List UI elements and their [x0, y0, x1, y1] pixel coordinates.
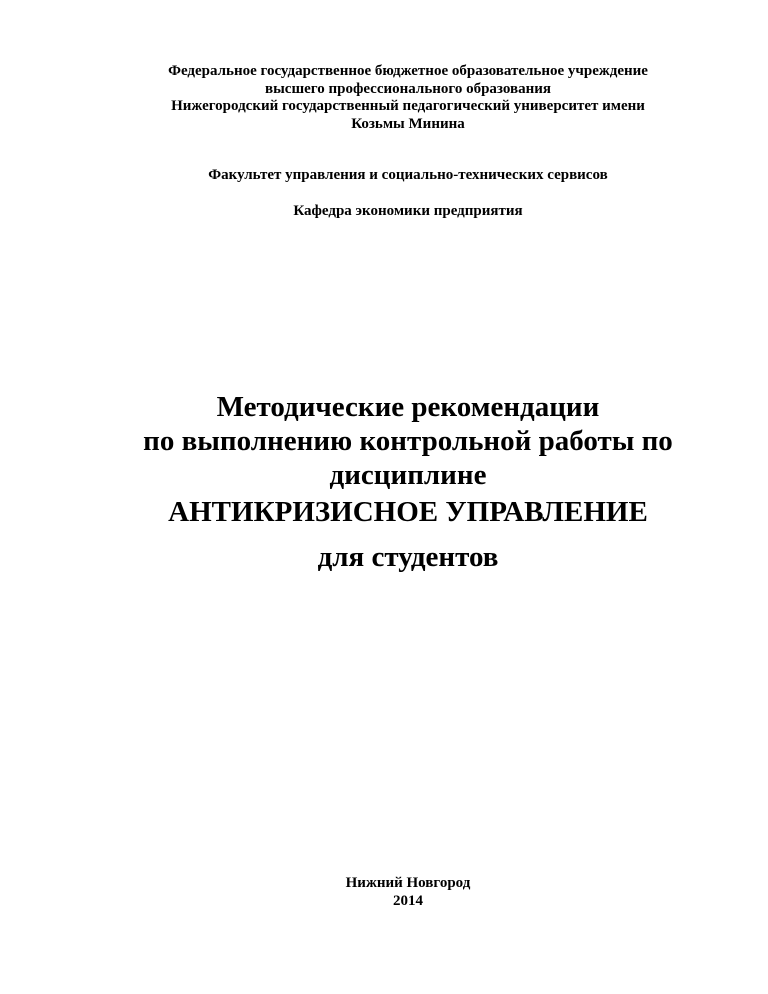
institution-header [0, 63, 768, 133]
document-title [0, 390, 768, 492]
institution-line-2: высшего профессионального образования [264, 80, 551, 97]
city: Нижний Новгород [345, 875, 471, 891]
discipline-name: АНТИКРИЗИСНОЕ УПРАВЛЕНИЕ [168, 496, 648, 528]
institution-line-1: Федеральное государственное бюджетное образовательное учреждение [168, 63, 648, 79]
title-line-2: по выполнению контрольной работы по [143, 425, 673, 457]
institution-line-3: Нижегородский государственный педагогический университет имени [171, 98, 645, 114]
publication-footer [0, 874, 768, 910]
title-line-3: дисциплине [329, 459, 487, 491]
title-line-1: Методические рекомендации [216, 391, 600, 423]
faculty-name: Факультет управления и социально-технических сервисов [208, 167, 608, 183]
year: 2014 [393, 893, 423, 909]
department-name: Кафедра экономики предприятия [293, 203, 523, 219]
audience-label: для студентов [317, 541, 499, 573]
institution-line-4: Козьмы Минина [351, 115, 465, 132]
